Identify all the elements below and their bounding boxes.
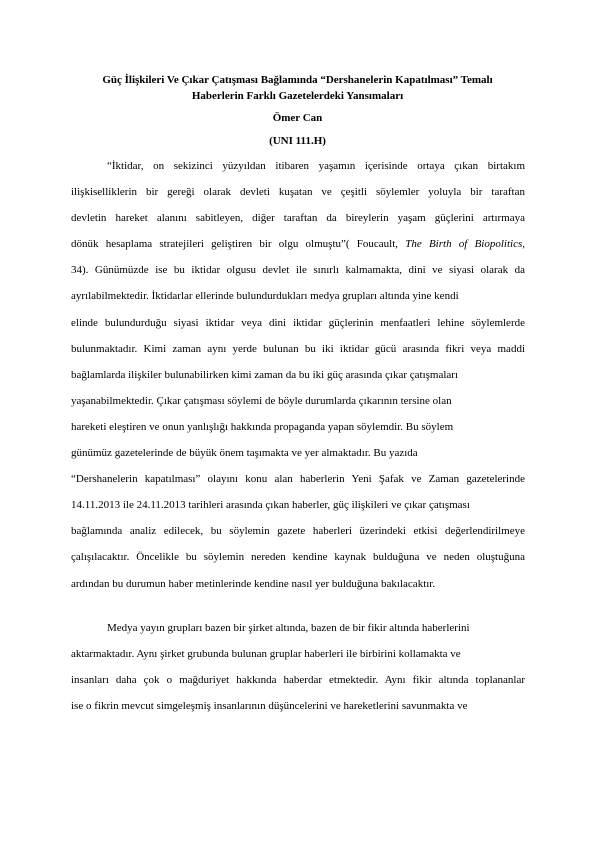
paragraph-line: “Dershanelerin kapatılması” olayını konu alan haberlerin Yeni Şafak ve Zaman gazetelerinde (71, 473, 525, 486)
paragraph-line: ayrılabilmektedir. İktidarlar ellerinde bulundurdukları medya grupları altında yine kendi (71, 290, 459, 303)
title-line-2: Haberlerin Farklı Gazetelerdeki Yansımaları (191, 89, 404, 102)
paragraph-1 (71, 153, 525, 597)
paragraph-line: 34). Günümüzde ise bu iktidar olgusu devlet ile sınırlı kalmamakta, dini ve siyasi olarak da (71, 264, 525, 277)
paragraph-line: ardından bu durumun haber metinlerinde kendine nasıl yer bulduğuna bakılacaktır. (71, 577, 436, 590)
paragraph-line: bağlamında analiz edilecek, bu söylemin gazete haberleri üzerindeki etkisi değerlendirilmeye (71, 525, 525, 538)
paragraph-line: günümüz gazetelerinde de büyük önem taşımakta ve yer almaktadır. Bu yazıda (71, 447, 418, 460)
paragraph-line: devletin hareket alanını sabitleyen, diğer taraftan da bireylerin yaşam güçlerini artırmaya (71, 212, 525, 225)
book-title: The Birth of Biopolitics (405, 238, 523, 251)
paragraph-line: ilişkiselliklerin bir gereği olarak devleti kuşatan ve çeşitli söylemler yoluyla bir taraftan (71, 186, 525, 199)
paragraph-line: bulunmaktadır. Kimi zaman aynı yerde bulunan bu iki iktidar gücü arasında fikri veya maddi (71, 342, 525, 355)
paragraph-line: ise o fikrin mevcut simgeleşmiş insanlarının düşüncelerini ve hareketlerini savunmakta ve (71, 699, 468, 712)
paragraph-spacer (71, 597, 525, 615)
paragraph-line: insanları daha çok o mağduriyet hakkında haberdar etmektedir. Aynı fikir altında toplananlar (71, 673, 525, 686)
paragraph-line: çalışılacaktır. Öncelikle bu söylemin nereden kendine kaynak bulduğuna ve neden oluştuğuna (71, 551, 525, 564)
document-body (71, 153, 525, 719)
paragraph-line: bağlamlarda ilişkiler bulunabilirken kimi zaman da bu iki güç arasında çıkar çatışmaları (71, 368, 459, 381)
document-header (70, 73, 525, 149)
paragraph-line: aktarmaktadır. Aynı şirket grubunda bulunan gruplar haberleri ile birbirini kollamakta ve (71, 647, 461, 660)
author-name: Ömer Can (272, 112, 323, 124)
paragraph-2 (71, 615, 525, 719)
title-line-1: Güç İlişkileri Ve Çıkar Çatışması Bağlamında “Dershanelerin Kapatılması” Temalı (102, 74, 493, 86)
paragraph-line: hareketi eleştiren ve onun yanlışlığı hakkında propaganda yapan söylemdir. Bu söylem (71, 420, 454, 433)
paragraph-line: 14.11.2013 ile 24.11.2013 tarihleri arasında çıkan haberler, güç ilişkileri ve çıkar çatışması (71, 499, 470, 512)
paragraph-line: yaşanabilmektedir. Çıkar çatışması söylemi de böyle durumlarda çıkarının tersine olan (71, 394, 452, 407)
paragraph-line: “İktidar, on sekizinci yüzyıldan itibaren yaşamın içerisinde ortaya çıkan birtakım (107, 160, 525, 172)
document-title (70, 73, 525, 104)
paragraph-line: elinde bulundurduğu siyasi iktidar veya dini iktidar güçlerinin menfaatleri lehine söylemlerde (71, 316, 525, 329)
course-code: (UNI 111.H) (269, 135, 326, 147)
line-text: dönük hesaplama stratejileri geliştiren bir olgu olmuştu”( Foucault, (71, 238, 406, 251)
paragraph-line (71, 231, 525, 257)
paragraph-line: Medya yayın grupları bazen bir şirket altında, bazen de bir fikir altında haberlerini (107, 621, 470, 634)
line-text: , (522, 238, 525, 251)
